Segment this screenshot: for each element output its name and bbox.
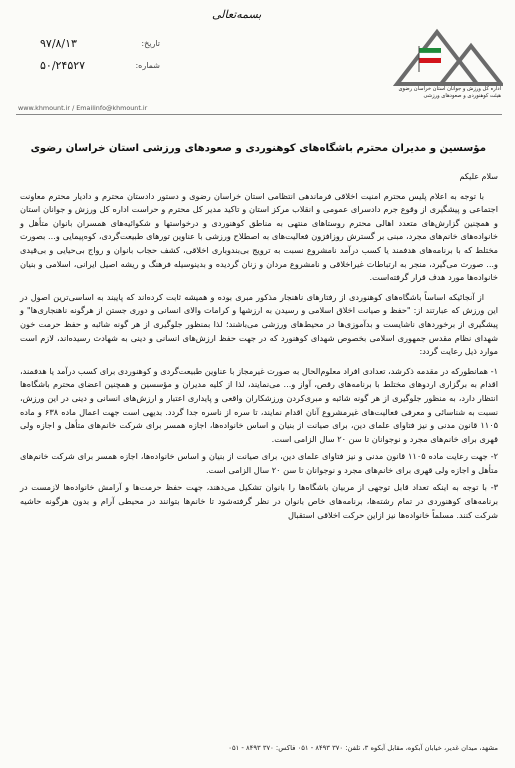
organization-name	[383, 86, 501, 100]
list-item-1: ۱- همانطورکه در مقدمه ذکرشد، تعدادی افراد معلوم‌الحال به صورت غیرمجاز با عناوین طبیعت‌گردی و کوهنوردی برای کسب درآمد یا هدفمند، اقدام به برگزاری اردوهای مختلط با برنامه‌های رقص، آواز و... می‌نمایند، لذا از کلیه مدیران و مؤسسین و همچنین اعضای محترم باشگاه‌ها انتظار دارد، به منظور جلوگیری از هر گونه شائبه و مبری‌کردن ورزشکاران واقعی و پایداری اعتبار و ارزش‌های انسانی و دینی در این ورزش، نسبت به شناسائی و معرفی فعالیت‌های غیرمشروع آنان اقدام نمایند، تا سره از ناسره جدا گردد. بدیهی است جهت اعمال ماده ۶۳۸ و ماده ۱۱۰۵ قانون مدنی و نیز فتاوای علمای دین، برای صیانت از بنیان و اساس خانواده‌ها، اجازه همسر برای شرکت خانم‌های متأهل و اجازه ولی قهری برای خانم‌های مجرد و نوجوانان تا سن ۲۰ سال الزامی است.	[20, 365, 498, 444]
header-divider	[16, 114, 502, 115]
flag-red-stripe	[419, 58, 441, 63]
besmeh-heading: بسمه‌تعالی	[212, 8, 262, 21]
list-item-3: ۳- با توجه به اینکه تعداد قابل توجهی از مربیان باشگاه‌ها را بانوان تشکیل می‌دهند، جهت حفظ حرمت‌ها و آرامش خانواده‌ها لازمست در برنامه‌های کوهنوردی در تمام رشته‌ها، برنامه‌های خاص بانوان در نظر گرفته‌شود تا خانم‌ها بتوانند در محیطی آرام و بدون هرگونه حاشیه شرکت کنند. مسلماً خانواده‌ها نیز ازاین حرکت اخلاقی استقبال	[20, 482, 498, 520]
greeting: سلام علیکم	[459, 172, 498, 181]
paragraph-1: با توجه به اعلام پلیس محترم امنیت اخلاقی فرماندهی انتظامی استان خراسان رضوی و دستور دادستان محترم و دادیار محترم معاونت اجتماعی و پیشگیری از وقوع جرم دادسرای عمومی و انقلاب مرکز استان و تاکید مدیر کل محترم و حراست اداره کل ورزش و جوانان استان و همچنین گزارش‌های متعدد اهالی محترم روستاهای منتهی به مناطق کوهنوردی و درخواستها و شکوائیه‌های همسران بانوان متأهل و خانواده‌های خانم‌های مجرد، مبنی بر گسترش روزافزون فعالیت‌های به اصطلاح ورزشی با عناوین تورهای طبیعت‌گردی، کوه‌پیمایی و... بصورت مختلط که با برنامه‌های هدفمند یا کسب درآمد نامشروع نسبت به ترویج بی‌بندوباری اخلاقی، کشف حجاب بانوان و رواج بی‌حیایی و بی‌قیدی و... صورت می‌گیرد، منجر به ارتباطات غیراخلاقی و نامشروع مردان و زنان گردیده و بدینوسیله فرهنگ و ریشه اصیل ایرانی، اسلامی و بنیان خانواده‌ها مورد هدف قرار گرفته‌است.	[20, 190, 498, 283]
org-line-2: هیئت کوهنوردی و صعودهای ورزشی	[423, 93, 501, 99]
letter-meta	[40, 32, 160, 76]
letter-body	[20, 142, 498, 526]
paragraph-2: از آنجائیکه اساساً باشگاه‌های کوهنوردی از رفتارهای ناهنجار مذکور مبری بوده و همیشه ثابت کرده‌اند که پایبند به اساسی‌ترین اصول در این ورزش که عبارتند از: "حفظ و صیانت اخلاق اسلامی و رسیدن به ارزشها و کرامات والای انسانی و دوری جستن از هرگونه ناهنجاری‌ها" و پیشگیری از برخوردهای ناشایست و بدآموزی‌ها در محیط‌های ورزشی می‌باشند؛ لذا بمنظور جلوگیری از هر گونه شائبه و حفظ حرمت خون شهدای نظام مقدس جمهوری اسلامی بخصوص شهدای کوهنورد که در جهت حفظ ارزش‌های انسانی و دینی به شهادت رسیده‌اند، لازم است موارد ذیل رعایت گردد:	[20, 291, 498, 357]
mountain-logo	[393, 24, 503, 86]
flag-green-stripe	[419, 48, 441, 53]
mountain-flag-icon	[393, 24, 503, 86]
date-label: تاریخ:	[141, 38, 160, 48]
website-email: www.khmount.ir / Emailinfo@khmount.ir	[18, 104, 148, 112]
date-row	[40, 32, 160, 54]
date-value: ۹۷/۸/۱۳	[40, 36, 77, 50]
number-value: ۵۰/۲۴۵۲۷	[40, 58, 86, 72]
number-row	[40, 54, 160, 76]
flag-white-stripe	[419, 53, 441, 58]
letter-title: مؤسسین و مدیران محترم باشگاه‌های کوهنوردی و صعودهای ورزشی استان خراسان رضوی	[30, 143, 486, 154]
footer-address: مشهد، میدان غدیر، خیابان آبکوه، مقابل آبکوه ۳، تلفن: ۳۷۰ ۸۴۹۳ - ۰۵۱ فاکس: ۳۷۰ ۸۴۹۳ - ۰۵۱	[228, 744, 498, 752]
org-line-1: اداره کل ورزش و جوانان استان خراسان رضوی	[398, 86, 501, 92]
list-item-2: ۲- جهت رعایت ماده ۱۱۰۵ قانون مدنی و نیز فتاوای علمای دین، برای صیانت از بنیان و اساس خانواده‌ها، اجازه همسر برای شرکت خانم‌های متأهل و اجازه ولی قهری برای خانم‌های مجرد و نوجوانان تا سن ۲۰ سال الزامی است.	[20, 451, 498, 475]
number-label: شماره:	[135, 60, 160, 70]
